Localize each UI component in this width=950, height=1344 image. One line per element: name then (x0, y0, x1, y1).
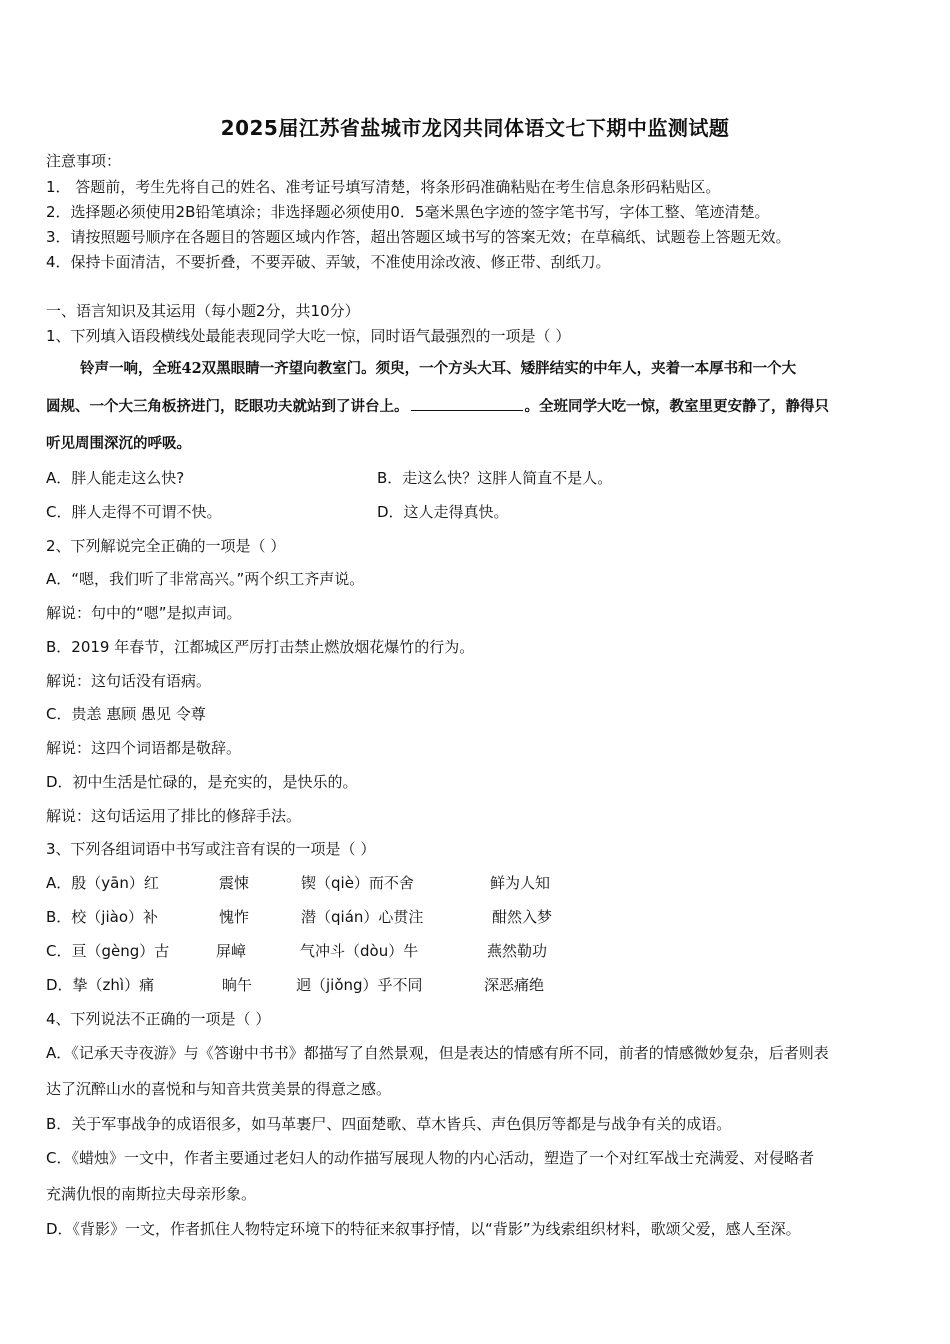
option-cell: 气冲斗（dòu）牛 (300, 942, 419, 960)
option-b: B．走这么快？这胖人简直不是人。 (377, 469, 613, 487)
notice-item: 1． 答题前，考生先将自己的姓名、准考证号填写清楚，将条形码准确粘贴在考生信息条形码粘贴区。 (46, 178, 721, 196)
option-d: D．初中生活是忙碌的，是充实的，是快乐的。 (46, 773, 358, 791)
option-cell: 屏嶂 (216, 942, 247, 960)
option-c: C．贵恙 惠顾 愚见 令尊 (46, 705, 206, 723)
question-1-stem: 1、下列填入语段横线处最能表现同学大吃一惊，同时语气最强烈的一项是（ ） (46, 327, 571, 345)
option-cell: 愧怍 (219, 908, 250, 926)
option-cell: A．殷（yān）红 (46, 874, 159, 892)
option-a: A．《记承天寺夜游》与《答谢中书书》都描写了自然景观，但是表达的情感有所不同，前者的情感微妙复杂，后者则表 (46, 1044, 829, 1062)
option-c: C．《蜡烛》一文中，作者主要通过老妇人的动作描写展现人物的内心活动，塑造了一个对红军战士充满爱、对侵略者 (46, 1149, 814, 1167)
option-b: B．2019 年春节，江都城区严厉打击禁止燃放烟花爆竹的行为。 (46, 638, 475, 656)
notice-item: 2．选择题必须使用2B铅笔填涂；非选择题必须使用0．5毫米黑色字迹的签字笔书写，字体工整、笔迹清楚。 (46, 203, 770, 221)
option-a-cont: 达了沉醉山水的喜悦和与知音共赏美景的得意之感。 (46, 1080, 392, 1098)
option-cell: C．亘（gèng）古 (46, 942, 170, 960)
option-d: D．这人走得真快。 (377, 503, 509, 521)
option-explanation: 解说：这四个词语都是敬辞。 (46, 739, 242, 757)
option-explanation: 解说：这句话没有语病。 (46, 672, 212, 690)
option-explanation: 解说：句中的“嗯”是拟声词。 (46, 604, 242, 622)
option-c-cont: 充满仇恨的南斯拉夫母亲形象。 (46, 1185, 257, 1203)
notice-item: 3．请按照题号顺序在各题目的答题区域内作答，超出答题区域书写的答案无效；在草稿纸、试题卷上答题无效。 (46, 228, 791, 246)
passage-text: 。全班同学大吃一惊，教室里更安静了，静得只 (524, 398, 829, 415)
option-cell: 燕然勒功 (487, 942, 548, 960)
question-1-passage: 铃声一响，全班42双黑眼睛一齐望向教室门。须臾，一个方头大耳、矮胖结实的中年人，夹着一本厚书和一个大 (80, 360, 797, 377)
notice-heading: 注意事项： (46, 152, 122, 170)
question-1-passage (46, 396, 829, 418)
option-cell: 深恶痛绝 (484, 976, 545, 994)
option-a: A．“嗯，我们听了非常高兴。”两个织工齐声说。 (46, 570, 365, 588)
option-cell: 晌午 (222, 976, 253, 994)
notice-item: 4．保持卡面清洁，不要折叠，不要弄破、弄皱，不准使用涂改液、修正带、刮纸刀。 (46, 253, 611, 271)
page-title: 2025届江苏省盐城市龙冈共同体语文七下期中监测试题 (220, 116, 730, 140)
option-cell: 迥（jiǒng）乎不同 (296, 976, 423, 994)
option-c: C．胖人走得不可谓不快。 (46, 503, 222, 521)
option-cell: B．校（jiào）补 (46, 908, 158, 926)
option-cell: 锲（qiè）而不舍 (301, 874, 414, 892)
option-d: D．《背影》一文，作者抓住人物特定环境下的特征来叙事抒情，以“背影”为线索组织材料，歌颂父爱，感人至深。 (46, 1220, 801, 1238)
option-cell: 潜（qián）心贯注 (301, 908, 424, 926)
question-4-stem: 4、下列说法不正确的一项是（ ） (46, 1010, 271, 1028)
question-3-stem: 3、下列各组词语中书写或注音有误的一项是（ ） (46, 840, 376, 858)
section-heading: 一、语言知识及其运用（每小题2分，共10分） (46, 302, 360, 320)
fill-blank (411, 396, 523, 411)
option-cell: 酣然入梦 (492, 908, 553, 926)
question-1-passage: 听见周围深沉的呼吸。 (46, 435, 191, 452)
option-cell: 震悚 (219, 874, 250, 892)
option-b: B．关于军事战争的成语很多，如马革裹尸、四面楚歌、草木皆兵、声色俱厉等都是与战争有关的成语。 (46, 1115, 732, 1133)
option-a: A．胖人能走这么快? (46, 469, 185, 487)
option-cell: 鲜为人知 (490, 874, 551, 892)
option-explanation: 解说：这句话运用了排比的修辞手法。 (46, 807, 302, 825)
question-2-stem: 2、下列解说完全正确的一项是（ ） (46, 537, 286, 555)
passage-text: 圆规、一个大三角板挤进门，眨眼功夫就站到了讲台上。 (46, 398, 409, 415)
option-cell: D．挚（zhì）痛 (46, 976, 155, 994)
